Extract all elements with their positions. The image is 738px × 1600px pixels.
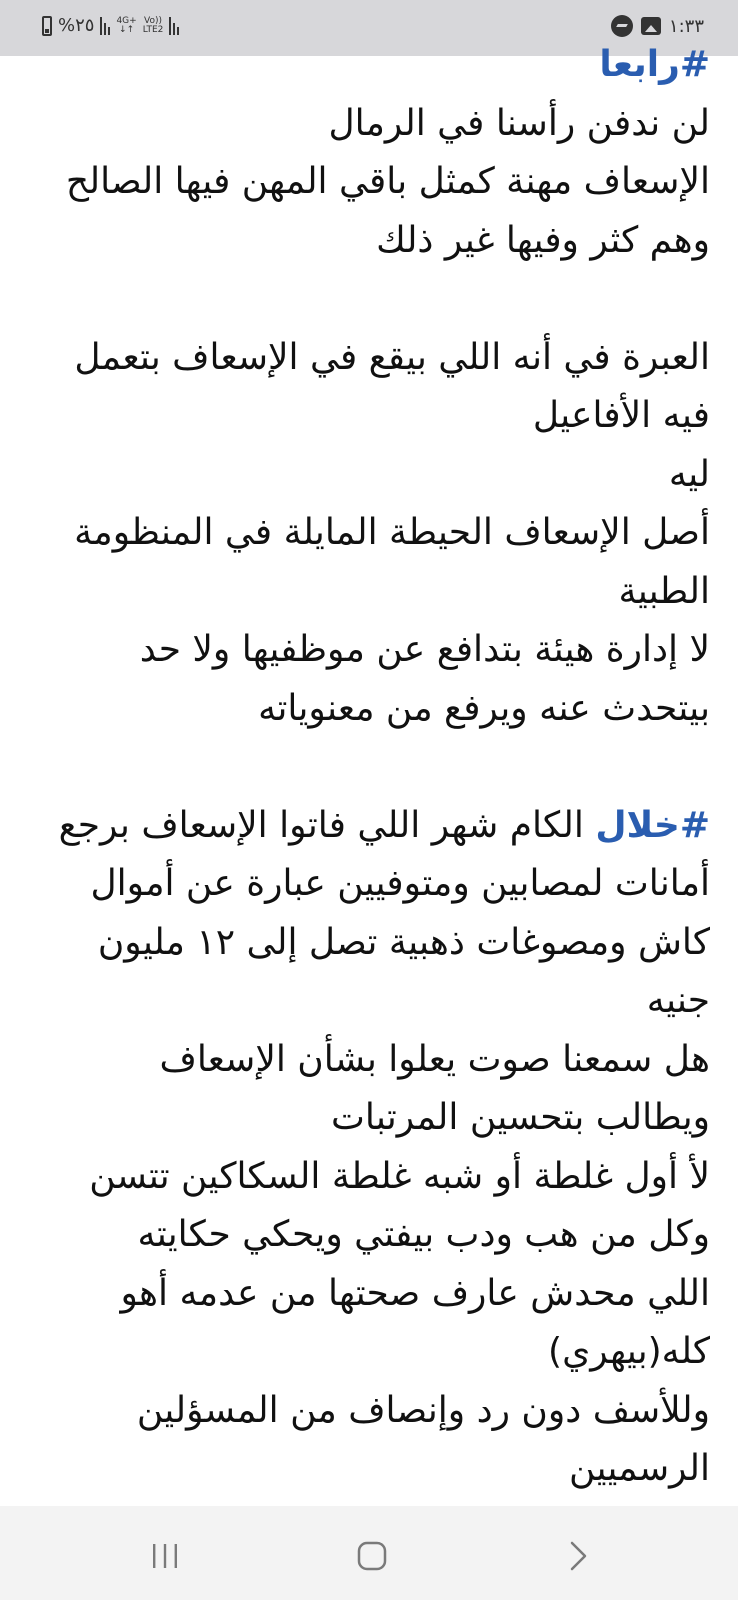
text-line <box>40 1382 710 1441</box>
lte-label: LTE2 <box>142 24 164 35</box>
line-text: بيتحدث عنه ويرفع من معنوياته <box>258 687 710 729</box>
line-text: وللأسف دون رد وإنصاف من المسؤلين <box>136 1389 710 1431</box>
volte-indicator <box>143 17 164 35</box>
recent-apps-button[interactable] <box>145 1536 185 1576</box>
text-line <box>40 95 710 154</box>
home-icon <box>356 1540 388 1572</box>
text-line <box>40 387 710 446</box>
text-line <box>40 797 710 856</box>
text-line <box>40 855 710 914</box>
chevron-right-icon <box>566 1540 590 1572</box>
messenger-icon <box>611 15 633 37</box>
home-button[interactable] <box>352 1536 392 1576</box>
line-text: هل سمعنا صوت يعلوا بشأن الإسعاف <box>159 1038 710 1080</box>
recent-apps-icon <box>150 1542 180 1570</box>
line-text: الإسعاف مهنة كمثل باقي المهن فيها الصالح <box>65 161 710 202</box>
text-line <box>40 504 710 563</box>
line-text: كاش ومصوغات ذهبية تصل إلى ١٢ مليون <box>97 921 710 963</box>
line-text: ليه <box>668 453 710 495</box>
text-line <box>40 1031 710 1090</box>
line-text: ويطالب بتحسين المرتبات <box>330 1097 710 1138</box>
text-line <box>40 680 710 739</box>
text-line <box>40 153 710 212</box>
line-text: أمانات لمصابين ومتوفيين عبارة عن أموال <box>90 863 710 904</box>
network-arrows-icon: ↓↑ <box>119 24 135 35</box>
text-line <box>40 1323 710 1382</box>
hashtag-link[interactable]: #خلال <box>595 804 710 846</box>
battery-percent: %٢٥ <box>58 15 95 36</box>
text-line <box>40 1440 710 1499</box>
text-line <box>40 914 710 973</box>
text-line <box>40 1089 710 1148</box>
line-text: فيه الأفاعيل <box>532 395 710 436</box>
line-text: وكل من هب ودب بيفتي ويحكي حكايته <box>137 1214 710 1255</box>
line-text: لن ندفن رأسنا في الرمال <box>328 102 710 144</box>
line-text: وهم كثر وفيها غير ذلك <box>376 219 710 261</box>
status-left-group <box>42 15 179 36</box>
text-line <box>40 446 710 505</box>
text-line <box>40 1265 710 1324</box>
line-text: الرسميين <box>569 1448 710 1489</box>
status-right-group <box>611 15 704 37</box>
text-line <box>40 621 710 680</box>
line-text: لا إدارة هيئة بتدافع عن موظفيها ولا حد <box>139 629 710 670</box>
signal-icon-2 <box>169 17 179 35</box>
text-line <box>40 36 710 95</box>
navigation-bar <box>0 1506 738 1600</box>
blank-line <box>40 270 710 329</box>
text-line <box>40 212 710 271</box>
image-notification-icon <box>641 17 661 35</box>
volte-label: Vo)) <box>144 15 163 26</box>
text-line <box>40 329 710 388</box>
back-button[interactable] <box>558 1536 598 1576</box>
network-type <box>116 17 136 35</box>
text-line <box>40 1148 710 1207</box>
line-text: جنيه <box>646 980 710 1021</box>
line-text: كله(بيهري) <box>548 1331 710 1372</box>
text-line <box>40 1206 710 1265</box>
line-text: لأ أول غلطة أو شبه غلطة السكاكين تتسن <box>89 1155 710 1197</box>
blank-line <box>40 738 710 797</box>
line-text: الطبية <box>618 570 710 612</box>
line-text: العبرة في أنه اللي بيقع في الإسعاف بتعمل <box>74 336 710 378</box>
line-text: اللي محدش عارف صحتها من عدمه أهو <box>120 1272 710 1314</box>
signal-icon <box>100 17 110 35</box>
line-text: الكام شهر اللي فاتوا الإسعاف برجع <box>58 804 596 846</box>
hashtag-link[interactable]: #رابعا <box>599 44 710 85</box>
text-line <box>40 563 710 622</box>
line-text: أصل الإسعاف الحيطة المايلة في المنظومة <box>74 512 710 553</box>
network-4g-label: 4G+ <box>116 15 137 26</box>
battery-icon <box>42 16 52 36</box>
post-text <box>40 36 710 1506</box>
status-time: ١:٣٣ <box>668 15 704 37</box>
text-line <box>40 972 710 1031</box>
